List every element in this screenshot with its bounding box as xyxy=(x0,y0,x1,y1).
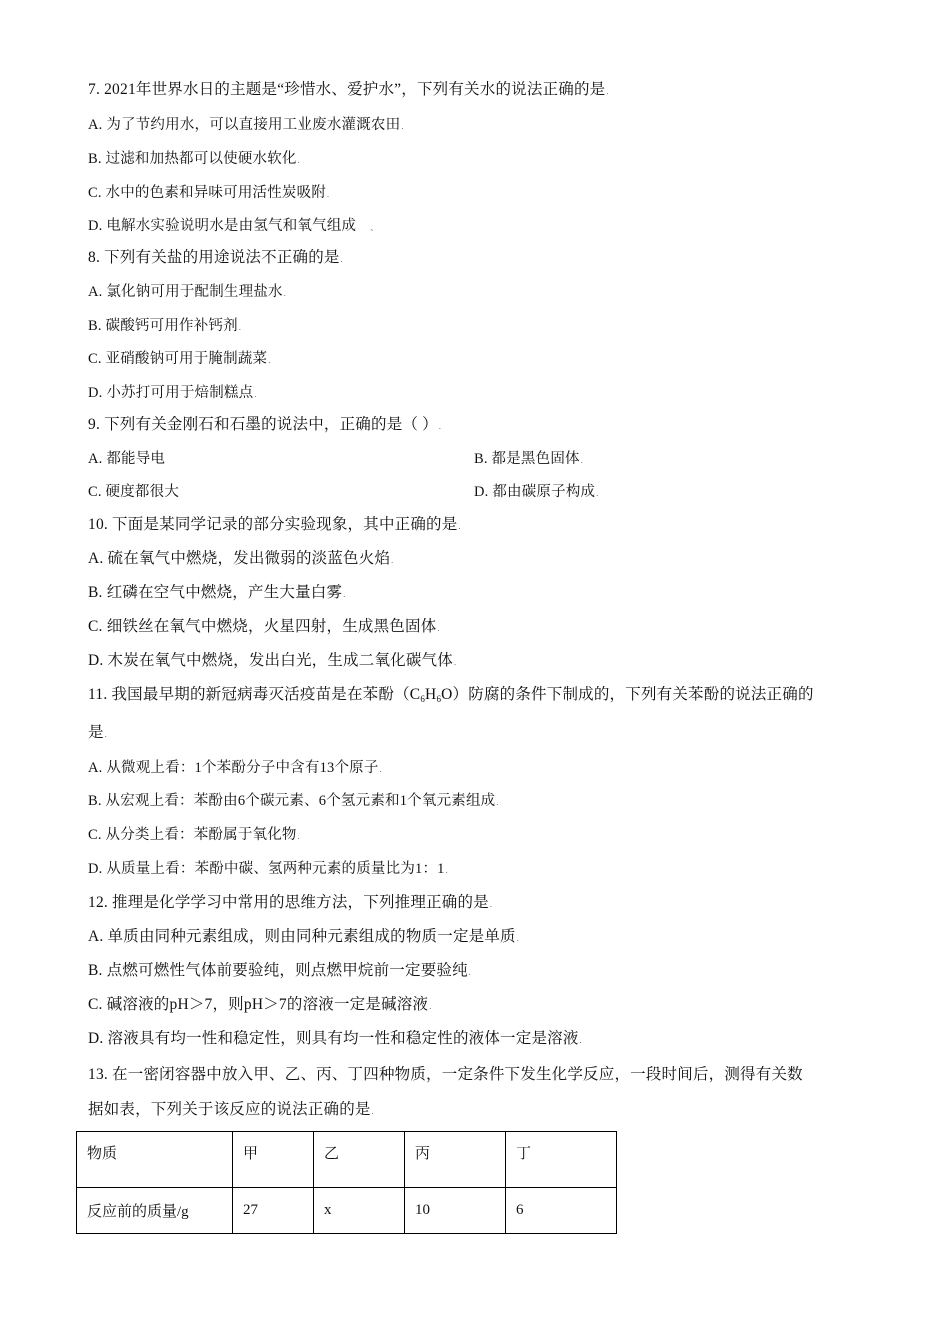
q8-option-d: D. 小苏打可用于焙制糕点. xyxy=(88,385,257,401)
q9-option-b: B. 都是黑色固体. xyxy=(474,451,583,467)
q8-option-a: A. 氯化钠可用于配制生理盐水. xyxy=(88,284,286,300)
q12-option-d: D. 溶液具有均一性和稳定性，则具有均一性和稳定性的液体一定是溶液. xyxy=(88,1030,582,1047)
q7-stem: 7. 2021年世界水日的主题是“珍惜水、爱护水”，下列有关水的说法正确的是. xyxy=(88,81,609,98)
formula-subscript-h: 6 xyxy=(436,694,442,704)
q12-option-a: A. 单质由同种元素组成，则由同种元素组成的物质一定是单质. xyxy=(88,928,519,945)
table-cell: 物质 xyxy=(77,1132,233,1188)
q8-option-c: C. 亚硝酸钠可用于腌制蔬菜. xyxy=(88,351,271,367)
q10-option-b: B. 红磷在空气中燃烧，产生大量白雾. xyxy=(88,584,346,601)
q10-option-c: C. 细铁丝在氧气中燃烧，火星四射，生成黑色固体. xyxy=(88,618,440,635)
q11-stem: 11. 我国最早期的新冠病毒灭活疫苗是在苯酚$(C_6H_6O)$防腐的条件下制成的，下列有关苯酚的说法正确的 xyxy=(88,686,814,704)
table-cell: 6 xyxy=(506,1188,617,1234)
q13-stem-line2: 据如表，下列关于该反应的说法正确的是. xyxy=(88,1101,374,1118)
q11-option-a: A. 从微观上看：1个苯酚分子中含有13个原子. xyxy=(88,760,382,776)
q7-option-d: D. 电解水实验说明水是由氢气和氧气组成 、 xyxy=(88,218,379,234)
table-cell: 乙 xyxy=(314,1132,405,1188)
q9-option-d: D. 都由碳原子构成. xyxy=(474,484,599,500)
q11-option-d: D. 从质量上看：苯酚中碳、氢两种元素的质量比为1：1. xyxy=(88,861,448,877)
q13-data-table xyxy=(76,1131,617,1234)
q8-option-b: B. 碳酸钙可用作补钙剂. xyxy=(88,318,242,334)
table-cell: 反应前的质量/g xyxy=(77,1188,233,1234)
q11-stem-line2: 是. xyxy=(88,724,107,741)
table-cell: 甲 xyxy=(233,1132,314,1188)
q9-stem: 9. 下列有关金刚石和石墨的说法中，正确的是（ ）. xyxy=(88,416,442,433)
table-row xyxy=(77,1188,617,1234)
q13-stem: 13. 在一密闭容器中放入甲、乙、丙、丁四种物质，一定条件下发生化学反应，一段时间后，测得有关数 xyxy=(88,1066,803,1083)
q7-option-a: A. 为了节约用水，可以直接用工业废水灌溉农田. xyxy=(88,117,404,133)
q12-option-b: B. 点燃可燃性气体前要验纯，则点燃甲烷前一定要验纯. xyxy=(88,962,471,979)
q12-option-c: C. 碱溶液的pH＞7，则pH＞7的溶液一定是碱溶液. xyxy=(88,996,432,1013)
q10-option-a: A. 硫在氧气中燃烧，发出微弱的淡蓝色火焰. xyxy=(88,550,394,567)
formula-subscript-c: 6 xyxy=(420,694,426,704)
q9-option-c: C. 硬度都很大 xyxy=(88,484,180,500)
q10-stem: 10. 下面是某同学记录的部分实验现象，其中正确的是. xyxy=(88,516,461,533)
table-cell: 丙 xyxy=(405,1132,506,1188)
table-cell: 丁 xyxy=(506,1132,617,1188)
q10-option-d: D. 木炭在氧气中燃烧，发出白光，生成二氧化碳气体. xyxy=(88,652,457,669)
q12-stem: 12. 推理是化学学习中常用的思维方法，下列推理正确的是. xyxy=(88,894,493,911)
table-header-row xyxy=(77,1132,617,1188)
q11-option-c: C. 从分类上看：苯酚属于氧化物. xyxy=(88,827,300,843)
q7-option-b: B. 过滤和加热都可以使硬水软化. xyxy=(88,151,300,167)
q8-stem: 8. 下列有关盐的用途说法不正确的是. xyxy=(88,249,343,266)
table-cell: x xyxy=(314,1188,405,1234)
q9-option-a: A. 都能导电 xyxy=(88,451,166,467)
q11-option-b: B. 从宏观上看：苯酚由6个碳元素、6个氢元素和1个氧元素组成. xyxy=(88,793,499,809)
table-cell: 27 xyxy=(233,1188,314,1234)
table-cell: 10 xyxy=(405,1188,506,1234)
q7-option-c: C. 水中的色素和异味可用活性炭吸附. xyxy=(88,185,330,201)
